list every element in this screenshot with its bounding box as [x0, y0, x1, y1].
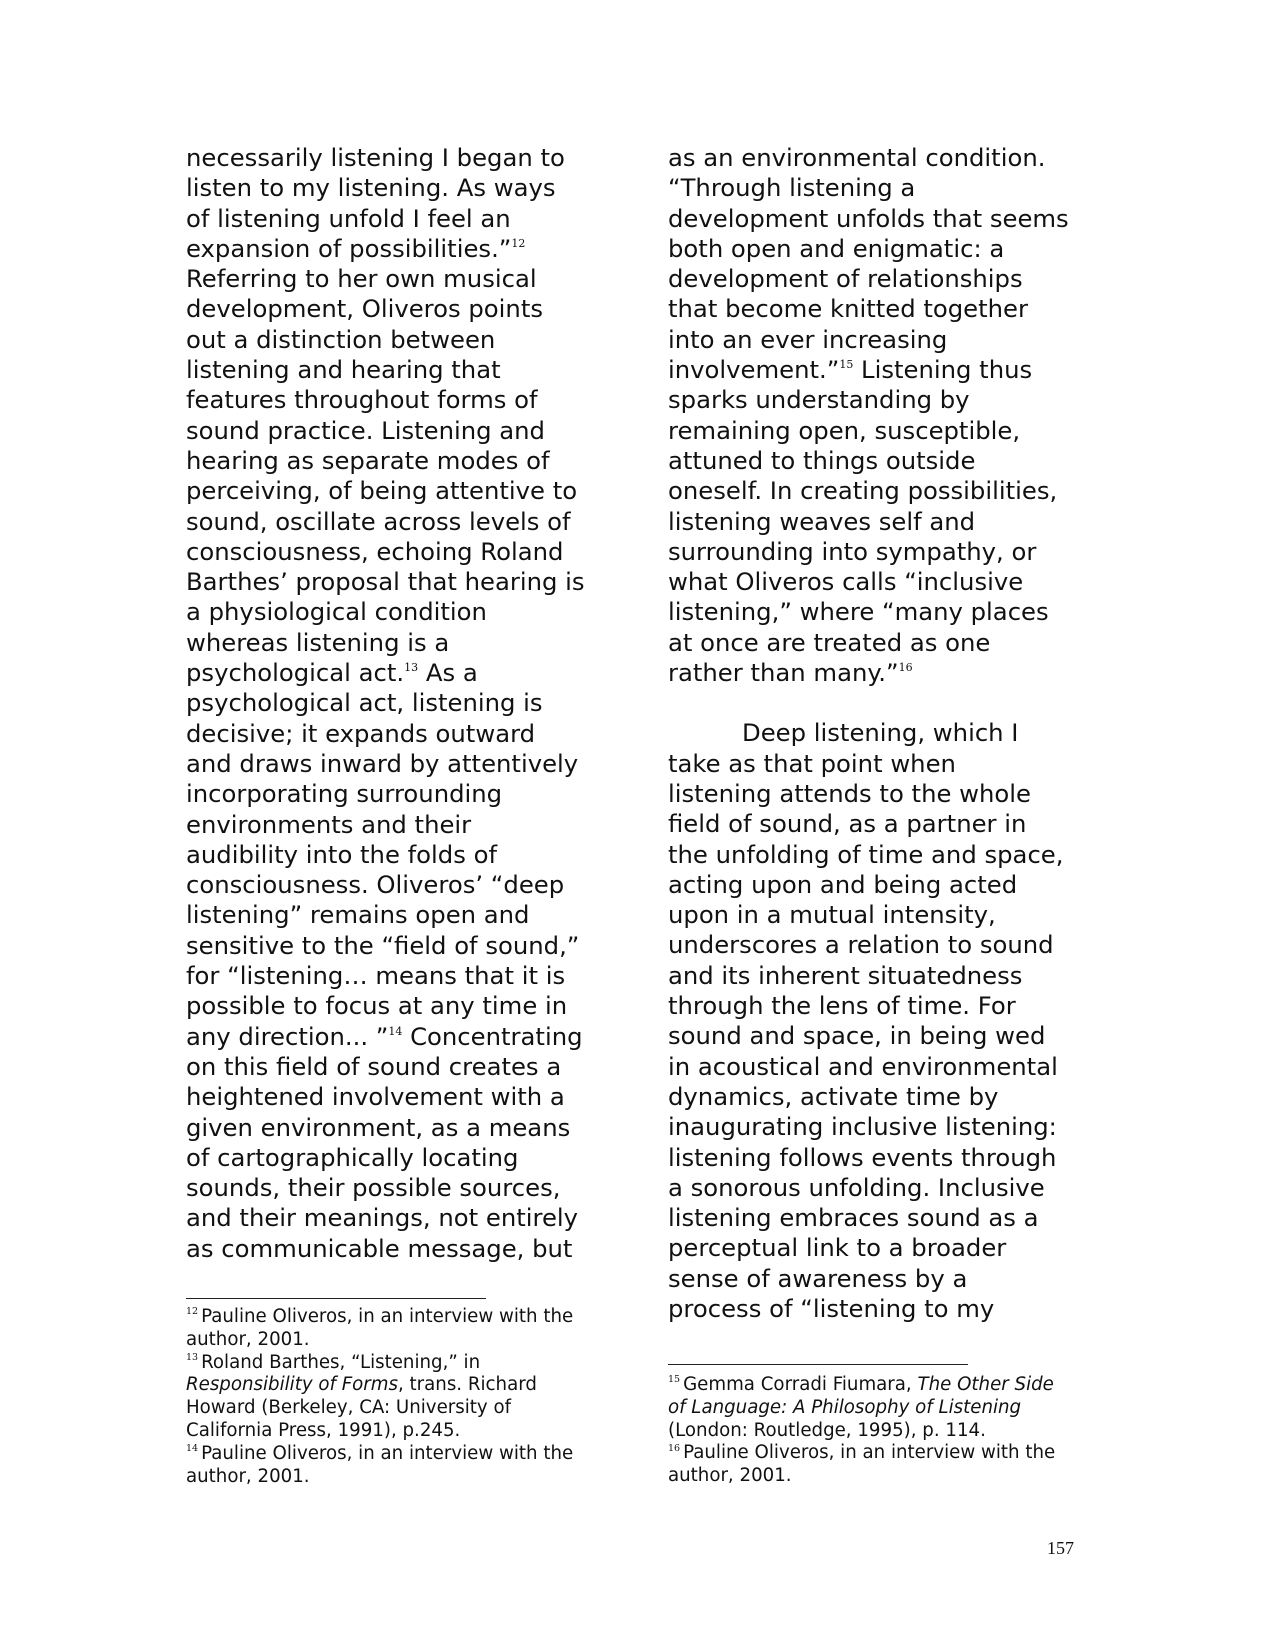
footnote-12 [186, 1306, 636, 1352]
text-line: that become knitted together [668, 294, 1028, 324]
page-number: 157 [1047, 1538, 1074, 1558]
footnote-book-title: The Other Side [917, 1374, 1054, 1395]
footnote-line [186, 1306, 636, 1329]
footnote-line [668, 1442, 1118, 1465]
text-line: into an ever increasing [668, 324, 948, 354]
text-line: listening follows events through [668, 1142, 1057, 1172]
footnote-number: 15 [668, 1374, 681, 1386]
footnote-text: , trans. Richard [397, 1374, 537, 1396]
text-line: sounds, their possible sources, [186, 1173, 561, 1203]
text-line: sound, oscillate across levels of [186, 506, 571, 536]
right-paragraph-2 [668, 718, 1113, 1324]
text-line: sparks understanding by [668, 385, 970, 415]
text-line: through the lens of time. For [668, 991, 1016, 1021]
text-line: perceiving, of being attentive to [186, 476, 578, 506]
footnote-line [668, 1374, 1118, 1397]
text-segment: Deep listening, which I [742, 718, 1019, 748]
text-line: development of relationships [668, 264, 1023, 294]
text-line: “Through listening a [668, 173, 916, 203]
text-line: a physiological condition [186, 597, 487, 627]
footnote-text: Roland Barthes, “Listening,” in [201, 1351, 481, 1373]
paragraph-gap [668, 688, 1113, 718]
text-line: both open and enigmatic: a [668, 233, 1005, 263]
footnote-ref-15[interactable]: 15 [839, 358, 854, 372]
text-segment: rather than many.” [668, 658, 899, 688]
text-line: and draws inward by attentively [186, 748, 579, 778]
left-paragraph [186, 143, 631, 1264]
text-segment: any direction... ” [186, 1021, 389, 1051]
text-line: process of “listening to my [668, 1293, 995, 1323]
footnotes-right [668, 1374, 1118, 1488]
footnote-ref-12[interactable]: 12 [511, 237, 526, 250]
footnote-book-title: of Language: A Philosophy of Listening [668, 1396, 1022, 1418]
footnote-book-title: Responsibility of Forms [186, 1374, 398, 1396]
right-text-column [668, 143, 1113, 1324]
text-line: a sonorous unfolding. Inclusive [668, 1172, 1045, 1202]
footnote-ref-14[interactable]: 14 [388, 1024, 403, 1038]
text-line: of listening unfold I feel an [186, 203, 511, 233]
text-line [668, 718, 1113, 748]
text-line: and its inherent situatedness [668, 960, 1023, 990]
text-line: sound practice. Listening and [186, 415, 545, 445]
text-line: necessarily listening I began to [186, 143, 565, 172]
text-line [186, 234, 631, 264]
text-line: on this field of sound creates a [186, 1051, 562, 1081]
footnote-text: Pauline Oliveros, in an interview with the [683, 1442, 1056, 1464]
footnote-line [186, 1374, 636, 1397]
text-line: of cartographically locating [186, 1142, 519, 1172]
text-line: hearing as separate modes of [186, 445, 550, 475]
text-line: oneself. In creating possibilities, [668, 476, 1058, 506]
footnote-line [668, 1397, 1118, 1420]
text-line: remaining open, susceptible, [668, 415, 1021, 445]
text-line [186, 658, 631, 688]
text-line: at once are treated as one [668, 627, 991, 657]
text-line: listening weaves self and [668, 506, 976, 536]
text-line: whereas listening is a [186, 627, 450, 657]
text-line: field of sound, as a partner in [668, 809, 1027, 839]
footnote-13 [186, 1352, 636, 1443]
footnote-ref-13[interactable]: 13 [404, 661, 419, 675]
footnote-line [186, 1352, 636, 1375]
footnote-separator-right [668, 1364, 968, 1365]
left-text-column [186, 143, 631, 1264]
footnote-line: author, 2001. [668, 1465, 792, 1487]
text-segment: expansion of possibilities.” [186, 233, 512, 263]
text-line: audibility into the folds of [186, 839, 498, 869]
footnote-text: Gemma Corradi Fiumara, [683, 1374, 918, 1395]
footnote-15 [668, 1374, 1118, 1442]
text-segment: psychological act. [186, 658, 405, 688]
text-line: as communicable message, but [186, 1233, 573, 1263]
text-line: the unfolding of time and space, [668, 839, 1064, 869]
footnote-line: author, 2001. [186, 1328, 310, 1350]
footnotes-left [186, 1306, 636, 1488]
text-line: listening and hearing that [186, 355, 501, 385]
text-line: Referring to her own musical [186, 264, 537, 294]
footnote-number: 13 [186, 1352, 199, 1363]
footnote-separator-left [186, 1298, 486, 1299]
text-line: listening,” where “many places [668, 597, 1049, 627]
text-line: upon in a mutual intensity, [668, 900, 996, 930]
text-line: given environment, as a means [186, 1112, 571, 1142]
text-line: incorporating surrounding [186, 779, 503, 809]
footnote-line: California Press, 1991), p.245. [186, 1419, 461, 1441]
footnote-number: 16 [668, 1442, 681, 1454]
text-line: as an environmental condition. [668, 143, 1046, 172]
text-line [668, 658, 1113, 688]
text-line: sound and space, in being wed [668, 1021, 1046, 1051]
text-line: sense of awareness by a [668, 1263, 968, 1293]
footnote-line [186, 1443, 636, 1466]
right-paragraph-1 [668, 143, 1113, 688]
text-line: features throughout forms of [186, 385, 538, 415]
footnote-line: author, 2001. [186, 1465, 310, 1487]
text-segment: involvement.” [668, 355, 840, 385]
footnote-text: Pauline Oliveros, in an interview with the [201, 1442, 574, 1464]
footnote-16 [668, 1442, 1118, 1488]
text-line: sensitive to the “field of sound,” [186, 930, 580, 960]
footnote-number: 12 [186, 1306, 199, 1318]
text-line: listening” remains open and [186, 900, 530, 930]
text-line [186, 1022, 631, 1052]
text-line: development, Oliveros points [186, 294, 544, 324]
text-line: listen to my listening. As ways [186, 173, 556, 203]
text-line: listening embraces sound as a [668, 1203, 1039, 1233]
text-segment: Concentrating [402, 1021, 583, 1051]
text-line: underscores a relation to sound [668, 930, 1054, 960]
text-line: perceptual link to a broader [668, 1233, 1007, 1263]
text-line: listening attends to the whole [668, 778, 1031, 808]
text-line: and their meanings, not entirely [186, 1203, 579, 1233]
text-line: inaugurating inclusive listening: [668, 1112, 1057, 1142]
text-line: dynamics, activate time by [668, 1081, 999, 1111]
footnote-text: Pauline Oliveros, in an interview with the [201, 1306, 574, 1327]
text-line: in acoustical and environmental [668, 1051, 1058, 1081]
text-line: take as that point when [668, 748, 956, 778]
text-line: out a distinction between [186, 324, 496, 354]
text-segment: Listening thus [853, 355, 1033, 385]
text-line: development unfolds that seems [668, 203, 1069, 233]
text-line: attuned to things outside [668, 445, 976, 475]
footnote-number: 14 [186, 1443, 199, 1455]
text-line: heightened involvement with a [186, 1082, 565, 1112]
text-segment: As a [418, 658, 478, 688]
text-line: Barthes’ proposal that hearing is [186, 567, 585, 597]
footnote-14 [186, 1443, 636, 1489]
text-line: what Oliveros calls “inclusive [668, 567, 1024, 597]
text-line [668, 355, 1113, 385]
footnote-ref-16[interactable]: 16 [898, 661, 913, 675]
footnote-line: (London: Routledge, 1995), p. 114. [668, 1419, 986, 1441]
text-line: possible to focus at any time in [186, 991, 568, 1021]
text-line: consciousness, echoing Roland [186, 536, 564, 566]
text-line: surrounding into sympathy, or [668, 536, 1037, 566]
footnote-line: Howard (Berkeley, CA: University of [186, 1397, 511, 1419]
text-line: environments and their [186, 809, 472, 839]
text-line: consciousness. Oliveros’ “deep [186, 870, 565, 900]
text-line: for “listening… means that it is [186, 961, 566, 991]
text-line: acting upon and being acted [668, 869, 1018, 899]
text-line: psychological act, listening is [186, 688, 543, 718]
text-line: decisive; it expands outward [186, 718, 536, 748]
